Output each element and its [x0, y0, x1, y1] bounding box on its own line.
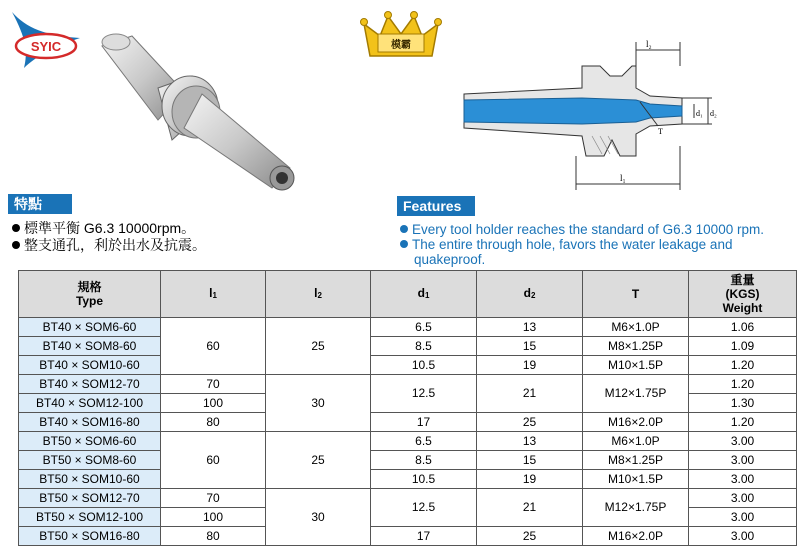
features-en-title: Features — [397, 196, 475, 216]
table-row — [19, 451, 797, 470]
cell-d1: 12.5 — [371, 375, 477, 413]
cell-d2: 25 — [477, 413, 583, 432]
cell-weight: 1.20 — [689, 375, 797, 394]
cell-d2: 19 — [477, 470, 583, 489]
thread-t-label: T — [658, 127, 663, 136]
cell-weight: 3.00 — [689, 508, 797, 527]
cell-weight: 1.06 — [689, 318, 797, 337]
features-cn-item: 標準平衡 G6.3 10000rpm。 — [12, 220, 372, 237]
cell-l1: 70 — [161, 489, 266, 508]
cell-t: M6×1.0P — [583, 318, 689, 337]
cell-l2: 25 — [266, 432, 371, 489]
cell-t: M12×1.75P — [583, 489, 689, 527]
cell-l1: 60 — [161, 318, 266, 375]
cell-d1: 10.5 — [371, 470, 477, 489]
syic-logo — [6, 8, 86, 70]
spec-table — [18, 270, 797, 546]
table-row — [19, 470, 797, 489]
dim-l1-label: l₁ — [620, 173, 626, 183]
cross-section-diagram — [450, 36, 730, 192]
table-row — [19, 489, 797, 508]
cell-d1: 17 — [371, 413, 477, 432]
cell-type: BT40 × SOM12-70 — [19, 375, 161, 394]
cell-l1: 80 — [161, 413, 266, 432]
cell-d1: 12.5 — [371, 489, 477, 527]
cell-weight: 3.00 — [689, 489, 797, 508]
cell-d1: 6.5 — [371, 432, 477, 451]
bullet-icon — [12, 224, 20, 232]
cell-t: M10×1.5P — [583, 470, 689, 489]
table-row — [19, 413, 797, 432]
cell-type: BT40 × SOM8-60 — [19, 337, 161, 356]
features-en-item: Every tool holder reaches the standard of G6.3 10000 rpm. — [400, 222, 795, 237]
cell-d2: 21 — [477, 375, 583, 413]
cell-type: BT50 × SOM6-60 — [19, 432, 161, 451]
table-row — [19, 356, 797, 375]
cell-d1: 17 — [371, 527, 477, 546]
cell-l2: 25 — [266, 318, 371, 375]
table-row — [19, 318, 797, 337]
col-l1-header: l1 — [161, 271, 266, 318]
dim-d1-label: d₁ — [696, 109, 703, 118]
bullet-icon — [400, 240, 408, 248]
cell-l1: 100 — [161, 508, 266, 527]
cell-type: BT50 × SOM8-60 — [19, 451, 161, 470]
cell-t: M12×1.75P — [583, 375, 689, 413]
table-header-row — [19, 271, 797, 318]
cell-t: M16×2.0P — [583, 413, 689, 432]
cell-d2: 21 — [477, 489, 583, 527]
table-row — [19, 527, 797, 546]
cell-weight: 1.09 — [689, 337, 797, 356]
cell-d2: 13 — [477, 432, 583, 451]
bullet-icon — [400, 225, 408, 233]
cell-d1: 8.5 — [371, 337, 477, 356]
cell-l1: 60 — [161, 432, 266, 489]
cell-type: BT40 × SOM6-60 — [19, 318, 161, 337]
cell-type: BT50 × SOM12-100 — [19, 508, 161, 527]
cell-type: BT50 × SOM12-70 — [19, 489, 161, 508]
cell-d2: 19 — [477, 356, 583, 375]
cell-d2: 15 — [477, 337, 583, 356]
cell-type: BT40 × SOM16-80 — [19, 413, 161, 432]
dim-l2-label: l₂ — [646, 39, 652, 49]
features-cn-list — [12, 220, 372, 254]
cell-l1: 80 — [161, 527, 266, 546]
cell-t: M8×1.25P — [583, 337, 689, 356]
logo-text: SYIC — [30, 39, 62, 54]
cell-type: BT40 × SOM10-60 — [19, 356, 161, 375]
col-d1-header: d1 — [371, 271, 477, 318]
cell-t: M8×1.25P — [583, 451, 689, 470]
cell-t: M6×1.0P — [583, 432, 689, 451]
col-weight-header: 重量 (KGS) Weight — [689, 271, 797, 318]
features-en-item: The entire through hole, favors the water leakage and — [400, 237, 795, 252]
bullet-icon — [12, 241, 20, 249]
cell-d2: 15 — [477, 451, 583, 470]
tool-holder-photo — [92, 28, 302, 198]
cell-l2: 30 — [266, 489, 371, 546]
cell-weight: 1.30 — [689, 394, 797, 413]
cell-weight: 1.20 — [689, 413, 797, 432]
table-row — [19, 432, 797, 451]
cell-l1: 70 — [161, 375, 266, 394]
cell-d1: 6.5 — [371, 318, 477, 337]
cell-d2: 13 — [477, 318, 583, 337]
cell-l1: 100 — [161, 394, 266, 413]
col-t-header: T — [583, 271, 689, 318]
cell-type: BT50 × SOM10-60 — [19, 470, 161, 489]
cell-t: M16×2.0P — [583, 527, 689, 546]
cell-weight: 3.00 — [689, 432, 797, 451]
cell-type: BT40 × SOM12-100 — [19, 394, 161, 413]
cell-type: BT50 × SOM16-80 — [19, 527, 161, 546]
crown-label: 模霸 — [391, 40, 411, 51]
col-type-header: 規格 Type — [19, 271, 161, 318]
cell-l2: 30 — [266, 375, 371, 432]
features-cn-title: 特點 — [8, 194, 72, 214]
cell-d2: 25 — [477, 527, 583, 546]
dim-d2-label: d₂ — [710, 109, 717, 118]
features-en-item-cont: quakeproof. — [414, 252, 486, 267]
features-en-list — [400, 222, 795, 267]
cell-weight: 3.00 — [689, 527, 797, 546]
crown-icon — [360, 10, 442, 60]
features-cn-item: 整支通孔，利於出水及抗震。 — [12, 237, 372, 254]
crown-badge — [360, 10, 442, 60]
cell-weight: 3.00 — [689, 451, 797, 470]
table-row — [19, 337, 797, 356]
table-row — [19, 375, 797, 394]
cell-d1: 10.5 — [371, 356, 477, 375]
cell-weight: 3.00 — [689, 470, 797, 489]
col-l2-header: l2 — [266, 271, 371, 318]
cell-d1: 8.5 — [371, 451, 477, 470]
col-d2-header: d2 — [477, 271, 583, 318]
cell-t: M10×1.5P — [583, 356, 689, 375]
cell-weight: 1.20 — [689, 356, 797, 375]
